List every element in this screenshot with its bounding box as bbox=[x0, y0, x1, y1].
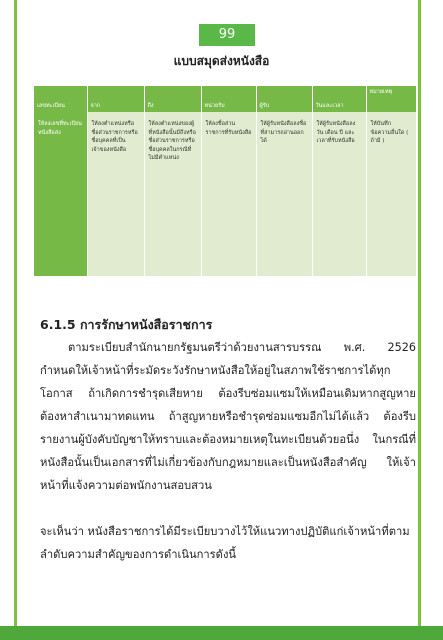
table-cell: ให้ลงตำแหน่งของผู้ที่หนังสือนั้นมีถึงหรือชื่อส่วนราชการหรือชื่อบุคคลในกรณีที่ไม่มีตำแหน่ง bbox=[144, 112, 201, 276]
table-cell: ให้ลงตำแหน่งหรือชื่อส่วนราชการหรือชื่อบุคคลที่เป็นเจ้าของหนังสือ bbox=[87, 112, 144, 276]
table-cell: ให้ลงชื่อส่วนราชการที่รับหนังสือ bbox=[201, 112, 256, 276]
body-paragraph: ตามระเบียบสำนักนายกรัฐมนตรีว่าด้วยงานสารบรรณ พ.ศ. 2526 กำหนดให้เจ้าหน้าที่ระมัดระวังรักษาหนังสือให้อยู่ในสภาพใช้ราชการได้ทุกโอกาส ถ้าเกิดการชำรุดเสียหาย ต้องรีบซ่อมแซมให้เหมือนเดิมหากสูญหายต้องหาสำเนามาทดแทน ถ้าสูญหายหรือชำรุดซ่อมแซมอีกไม่ได้แล้ว ต้องรีบรายงานผู้บังคับบัญชาให้ทราบและต้องหมายเหตุในทะเบียนด้วยอนึ่ง ในกรณีที่หนังสือนั้นเป็นเอกสารที่ไม่เกี่ยวข้องกับกฎหมายและเป็นหนังสือสำคัญ ให้เจ้าหน้าที่แจ้งความต่อพนักงานสอบสวน bbox=[40, 341, 416, 492]
table-cell: ให้ผู้รับหนังสือลงชื่อที่สามารถอ่านออกได้ bbox=[256, 112, 312, 276]
table-header: ถึง bbox=[144, 86, 201, 112]
body-paragraph-2: จะเห็นว่า หนังสือราชการได้มีระเบียบวางไว้ให้แนวทางปฏิบัติแก่เจ้าหน้าที่ตามลำดับความสำคัญของการดำเนินการดังนี้ bbox=[40, 525, 410, 561]
table-header: ผู้รับ bbox=[256, 86, 312, 112]
table-header: จาก bbox=[87, 86, 144, 112]
page-title: แบบสมุดส่งหนังสือ bbox=[173, 54, 270, 68]
table-header-row bbox=[34, 86, 416, 112]
table-row bbox=[34, 112, 416, 276]
table-cell: ให้ลงเลขที่ทะเบียนหนังสือส่ง bbox=[34, 112, 87, 276]
delivery-book-table bbox=[34, 86, 417, 276]
page-number-badge: 99 bbox=[199, 24, 255, 46]
table-cell: ให้ผู้รับหนังสือลงวัน เดือน ปี และเวลาที่รับหนังสือ bbox=[312, 112, 366, 276]
table-header: เลขทะเบียน bbox=[34, 86, 87, 112]
table-header: วันและเวลา bbox=[312, 86, 366, 112]
table-header: หน่วยรับ bbox=[201, 86, 256, 112]
section-heading: 6.1.5 การรักษาหนังสือราชการ bbox=[40, 317, 213, 332]
page-bottom-bar bbox=[0, 626, 443, 640]
table-cell: ให้บันทึกข้อความอื่นใด ( ถ้ามี ) bbox=[366, 112, 416, 276]
table-header: หมายเหตุ bbox=[366, 86, 416, 112]
